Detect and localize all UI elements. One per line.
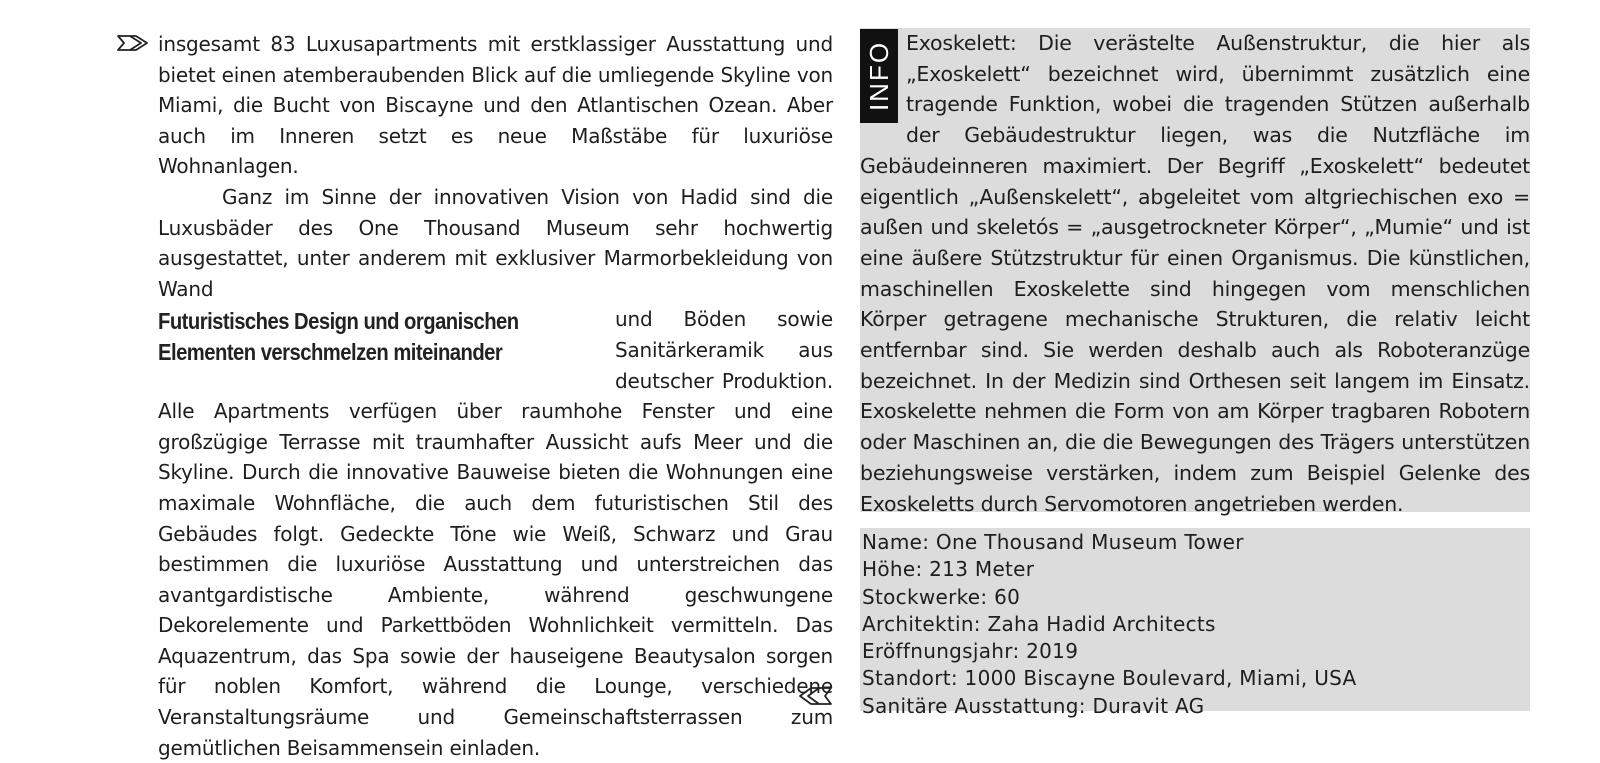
subheading-line-2: Elementen verschmelzen miteinander	[158, 339, 503, 366]
info-label-badge	[860, 29, 898, 123]
article-end-arrow-icon	[797, 684, 833, 708]
fact-sanitary: Sanitäre Ausstattung: Duravit AG	[862, 693, 1205, 718]
section-subheading	[158, 304, 752, 368]
article-start-arrow-icon	[116, 33, 150, 53]
article-paragraph-3: Alle Apartments verfügen über raumhohe Fenster und eine großzügige Terrasse mit traumhafter Aussicht aufs Meer und die Skyline. Durch die innovative Bauweise bieten die Wohnungen eine maximale Wohnfläche, die auch dem futuristischen Stil des Gebäudes folgt. Gedeckte Töne wie Weiß, Schwarz und Grau bestimmen die luxuriöse Ausstattung und unterstreichen das avantgardistische Ambiente, während geschwungene Dekorelemente und Parkettböden Wohnlichkeit vermitteln. Das Aquazentrum, das Spa sowie der hauseigene Beautysalon sorgen für noblen Komfort, während die Lounge, verschiedene Veranstaltungsräume und Gemeinschaftsterrassen zum gemütlichen Beisammensein einladen.	[158, 399, 833, 760]
subheading-line-1: Futuristisches Design und organischen	[158, 308, 519, 335]
article-column	[158, 29, 833, 763]
article-paragraph-1: insgesamt 83 Luxusapartments mit erstklassiger Ausstattung und bietet einen atemberaubenden Blick auf die umliegende Skyline von Miami, die Bucht von Biscayne und den Atlantischen Ozean. Aber auch im Inneren setzt es neue Maßstäbe für luxuriöse Wohnanlagen.	[158, 32, 833, 179]
fact-opening-year: Eröffnungsjahr: 2019	[862, 639, 1079, 664]
facts-list	[862, 529, 1357, 720]
article-paragraph-2-continued: und Böden sowie Sanitärkeramik aus deutscher Produktion.	[615, 307, 833, 393]
article-paragraph-2: Ganz im Sinne der innovativen Vision von Hadid sind die Luxusbäder des One Thousand Museum sehr hochwertig ausgestattet, unter anderem mit exklusiver Marmorbekleidung von Wand	[158, 184, 833, 301]
fact-name: Name: One Thousand Museum Tower	[862, 530, 1244, 554]
info-text: Exoskelett: Die verästelte Außenstruktur, die hier als „Exoskelett“ bezeichnet wird, übernimmt zusätzlich eine tragende Funktion, wobei die tragenden Stützen außerhalb der Gebäudestruktur liegen, was die Nutzfläche im Gebäudeinneren maximiert. Der Begriff „Exoskelett“ bedeutet eigentlich „Außenskelett“, abgeleitet vom altgriechischen exo = außen und skeletós = „ausgetrockneter Körper“, „Mumie“ und ist eine äußere Stützstruktur für einen Organismus. Die künstlichen, maschinellen Exoskelette sind hingegen vom menschlichen Körper getragene mechanische Strukturen, die relativ leicht entfernbar sind. Sie werden deshalb auch als Roboteranzüge bezeichnet. In der Medizin sind Orthesen seit langem im Einsatz. Exoskelette nehmen die Form von am Körper tragbaren Robotern oder Maschinen an, die die Bewegungen des Trägers unterstützen beziehungsweise verstärken, indem zum Beispiel Gelenke des Exoskeletts durch Servomotoren angetrieben werden.	[860, 31, 1530, 516]
fact-architect: Architektin: Zaha Hadid Architects	[862, 611, 1216, 636]
info-label: INFO	[864, 40, 894, 112]
fact-location: Standort: 1000 Biscayne Boulevard, Miami, USA	[862, 666, 1357, 691]
fact-height: Höhe: 213 Meter	[862, 557, 1035, 582]
fact-floors: Stockwerke: 60	[862, 584, 1021, 609]
info-box	[860, 28, 1530, 519]
